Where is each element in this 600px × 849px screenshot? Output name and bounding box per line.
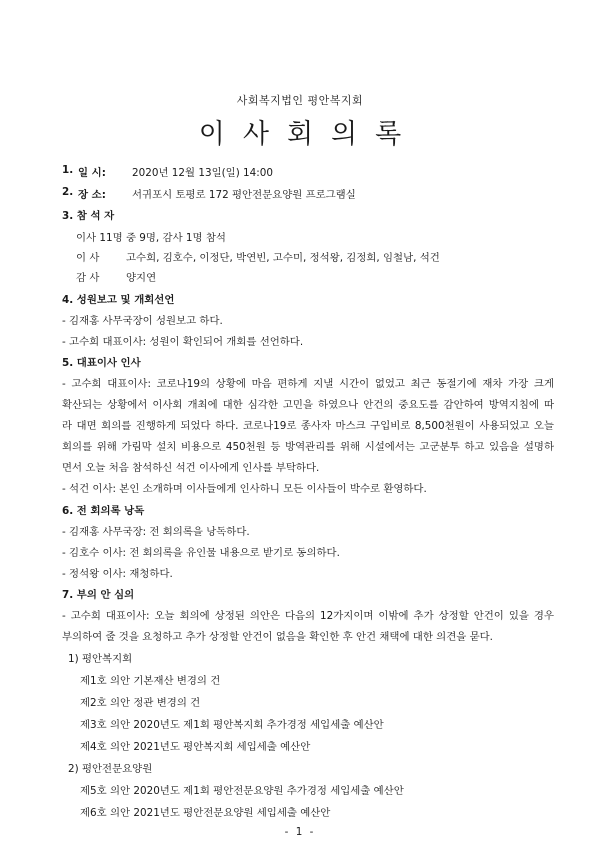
date-value: 2020년 12월 13일(일) 14:00 (132, 167, 273, 179)
agenda-item: 제3호 의안 2020년도 제1회 평안복지회 추가경정 세입세출 예산안 (80, 719, 384, 731)
section-5-paragraph-line: 확산되는 상황에서 이사회 개최에 대한 심각한 고민을 하였으나 안건의 중요도를 감안하여 방역지침에 따 (62, 399, 554, 411)
auditor-name: 양지연 (126, 272, 157, 284)
section-7-heading: 7. 부의 안 심의 (62, 589, 135, 601)
section-6-heading: 6. 전 회의록 낭독 (62, 505, 145, 517)
section-7-paragraph-line: 부의하여 줄 것을 요청하고 추가 상정할 안건이 없음을 확인한 후 안건 채택에 대한 의견을 묻다. (62, 631, 493, 643)
date-label: 일 시: (78, 167, 106, 179)
auditor-label: 감 사 (76, 272, 100, 284)
section-4-heading: 4. 성원보고 및 개회선언 (62, 294, 175, 306)
date-number: 1. (62, 164, 74, 176)
attendance-summary: 이사 11명 중 9명, 감사 1명 참석 (76, 232, 226, 244)
agenda-item: 제6호 의안 2021년도 평안전문요양원 세입세출 예산안 (80, 807, 331, 819)
agenda-group-heading: 1) 평안복지회 (68, 653, 133, 665)
section-5-paragraph-line: 회의를 위해 가림막 설치 비용으로 450천원 등 방역관리를 위해 시설에서는 고군분투 하고 있음을 설명하 (62, 441, 554, 453)
section-6-line: - 김호수 이사: 전 회의록을 유인물 내용으로 받기로 동의하다. (62, 547, 340, 559)
place-value: 서귀포시 토평로 172 평안전문요양원 프로그램실 (132, 189, 356, 201)
section-5-paragraph-line: 라 대면 회의를 진행하게 되었다 하다. 코로나19로 종사자 마스크 구입비로 8,500천원이 사용되었고 오늘 (62, 420, 554, 432)
document-title: 이사회의록 (198, 119, 420, 150)
section-6-line: - 정석왕 이사: 재청하다. (62, 568, 173, 580)
section-5-paragraph-line: 면서 오늘 처음 참석하신 석건 이사에게 인사를 부탁하다. (62, 462, 320, 474)
agenda-item: 제5호 의안 2020년도 제1회 평안전문요양원 추가경정 세입세출 예산안 (80, 785, 404, 797)
place-number: 2. (62, 186, 74, 198)
directors-label: 이 사 (76, 252, 100, 264)
section-5-paragraph-line: - 고수희 대표이사: 코로나19의 상황에 마음 편하게 지낼 시간이 없었고 최근 동절기에 재차 가장 크게 (62, 378, 554, 390)
section-7-paragraph-line: - 고수희 대표이사: 오늘 회의에 상정된 의안은 다음의 12가지이며 이밖에 추가 상정할 안건이 있을 경우 (62, 610, 554, 622)
section-4-line: - 고수희 대표이사: 성원이 확인되어 개회를 선언하다. (62, 336, 304, 348)
organization-name: 사회복지법인 평안복지회 (236, 94, 364, 107)
section-6-line: - 김재홍 사무국장: 전 회의록을 낭독하다. (62, 526, 250, 538)
directors-list: 고수희, 김호수, 이정단, 박연빈, 고수미, 정석왕, 김정희, 임철남, 석건 (126, 252, 440, 264)
attendees-heading: 3. 참 석 자 (62, 210, 115, 222)
page-number: - 1 - (284, 826, 316, 838)
agenda-item: 제2호 의안 정관 변경의 건 (80, 697, 201, 709)
agenda-item: 제4호 의안 2021년도 평안복지회 세입세출 예산안 (80, 741, 311, 753)
section-5-line: - 석건 이사: 본인 소개하며 이사들에게 인사하니 모든 이사들이 박수로 환영하다. (62, 483, 427, 495)
section-4-line: - 김재홍 사무국장이 성원보고 하다. (62, 315, 223, 327)
place-label: 장 소: (78, 189, 106, 201)
agenda-group-heading: 2) 평안전문요양원 (68, 763, 153, 775)
section-5-heading: 5. 대표이사 인사 (62, 357, 141, 369)
agenda-item: 제1호 의안 기본재산 변경의 건 (80, 675, 221, 687)
